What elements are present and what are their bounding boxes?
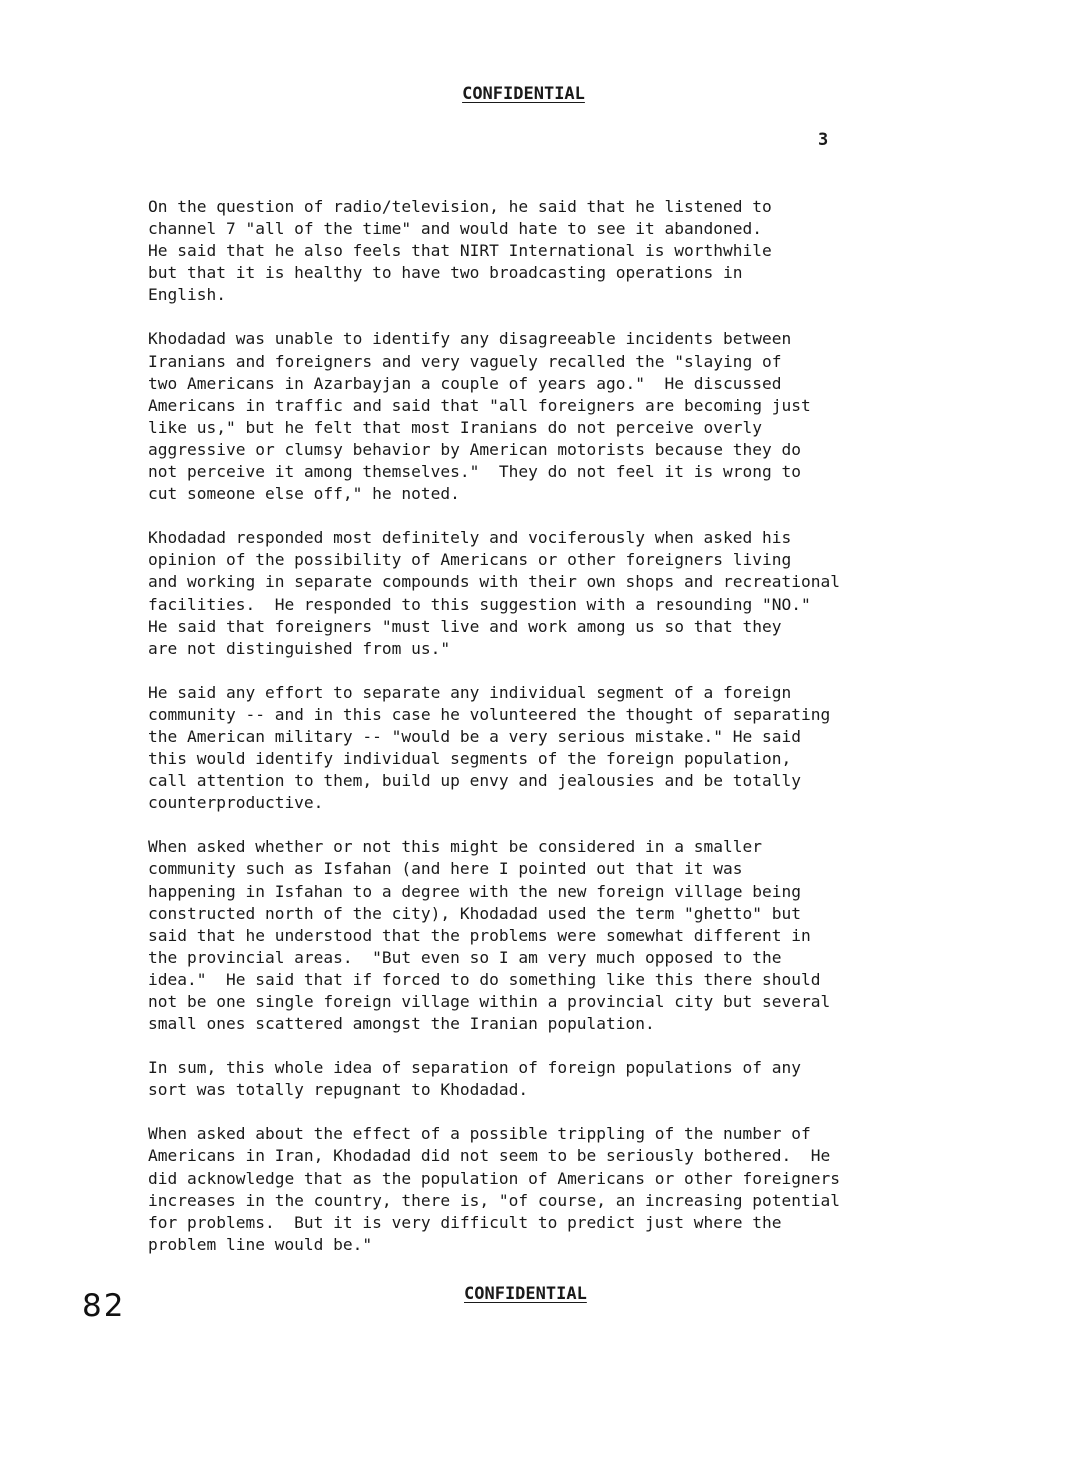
text-line: He said any effort to separate any individual segment of a foreign xyxy=(148,682,792,702)
paragraph xyxy=(148,328,948,505)
text-line: two Americans in Azarbayjan a couple of years ago." He discussed xyxy=(148,373,782,393)
text-line: cut someone else off," he noted. xyxy=(148,484,460,504)
text-line: problem line would be." xyxy=(148,1234,373,1254)
text-line: call attention to them, build up envy and jealousies and be totally xyxy=(148,771,801,791)
text-line: Americans in Iran, Khodadad did not seem to be seriously bothered. He xyxy=(148,1146,831,1166)
text-line: channel 7 "all of the time" and would hate to see it abandoned. xyxy=(148,219,762,239)
text-line: not perceive it among themselves." They do not feel it is wrong to xyxy=(148,462,801,482)
header-classification-marking: CONFIDENTIAL xyxy=(462,84,585,104)
text-line: facilities. He responded to this suggestion with a resounding "NO." xyxy=(148,594,811,614)
text-line: When asked whether or not this might be considered in a smaller xyxy=(148,837,762,857)
text-line: for problems. But it is very difficult to predict just where the xyxy=(148,1212,782,1232)
text-line: constructed north of the city), Khodadad used the term "ghetto" but xyxy=(148,903,801,923)
text-line: idea." He said that if forced to do something like this there should xyxy=(148,969,821,989)
text-line: did acknowledge that as the population of Americans or other foreigners xyxy=(148,1168,840,1188)
text-line: but that it is healthy to have two broadcasting operations in xyxy=(148,263,743,283)
text-line: the American military -- "would be a very serious mistake." He said xyxy=(148,726,801,746)
text-line: are not distinguished from us." xyxy=(148,638,451,658)
document-body xyxy=(148,196,948,1278)
paragraph xyxy=(148,1123,948,1256)
paragraph xyxy=(148,1057,948,1101)
text-line: opinion of the possibility of Americans or other foreigners living xyxy=(148,550,792,570)
text-line: happening in Isfahan to a degree with the new foreign village being xyxy=(148,881,801,901)
text-line: this would identify individual segments of the foreign population, xyxy=(148,749,792,769)
text-line: Americans in traffic and said that "all foreigners are becoming just xyxy=(148,395,811,415)
text-line: English. xyxy=(148,285,226,305)
text-line: counterproductive. xyxy=(148,793,324,813)
footer-classification-marking: CONFIDENTIAL xyxy=(464,1284,587,1304)
text-line: Iranians and foreigners and very vaguely recalled the "slaying of xyxy=(148,351,782,371)
paragraph xyxy=(148,682,948,815)
text-line: On the question of radio/television, he said that he listened to xyxy=(148,197,772,216)
text-line: He said that he also feels that NIRT International is worthwhile xyxy=(148,241,772,261)
text-line: community -- and in this case he volunteered the thought of separating xyxy=(148,704,831,724)
text-line: and working in separate compounds with their own shops and recreational xyxy=(148,572,840,592)
paragraph xyxy=(148,836,948,1035)
folio-number: 82 xyxy=(82,1288,126,1324)
text-line: When asked about the effect of a possible trippling of the number of xyxy=(148,1124,811,1144)
page-number: 3 xyxy=(818,130,829,150)
text-line: like us," but he felt that most Iranians do not perceive overly xyxy=(148,417,762,437)
text-line: said that he understood that the problems were somewhat different in xyxy=(148,925,811,945)
text-line: not be one single foreign village within a provincial city but several xyxy=(148,992,831,1011)
text-line: small ones scattered amongst the Iranian population. xyxy=(148,1014,655,1034)
text-line: He said that foreigners "must live and work among us so that they xyxy=(148,616,782,636)
text-line: the provincial areas. "But even so I am very much opposed to the xyxy=(148,947,782,967)
paragraph xyxy=(148,196,948,306)
text-line: increases in the country, there is, "of course, an increasing potential xyxy=(148,1190,840,1210)
text-line: Khodadad was unable to identify any disagreeable incidents between xyxy=(148,329,792,349)
text-line: sort was totally repugnant to Khodadad. xyxy=(148,1080,529,1100)
paragraph xyxy=(148,527,948,660)
text-line: aggressive or clumsy behavior by American motorists because they do xyxy=(148,439,801,459)
text-line: In sum, this whole idea of separation of foreign populations of any xyxy=(148,1058,801,1078)
text-line: Khodadad responded most definitely and vociferously when asked his xyxy=(148,528,792,548)
text-line: community such as Isfahan (and here I pointed out that it was xyxy=(148,859,743,879)
